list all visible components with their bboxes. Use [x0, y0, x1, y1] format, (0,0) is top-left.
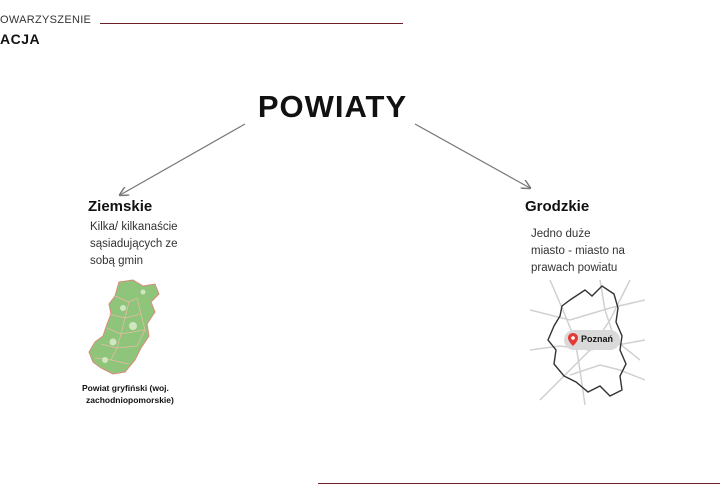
brand-name-top: OWARZYSZENIE [0, 14, 92, 26]
desc-ziemskie [90, 219, 178, 270]
desc-line: Jedno duże [531, 228, 591, 240]
arrow-left [120, 124, 245, 195]
brand-name-bottom: ACJA [0, 31, 41, 47]
city-name: Poznań [581, 334, 614, 344]
desc-line: sąsiadujących ze [90, 238, 178, 250]
footer-rule [318, 483, 720, 484]
desc-line: sobą gmin [90, 255, 144, 267]
gryfino-county-map [85, 278, 165, 378]
desc-grodzkie [531, 226, 625, 277]
arrow-right [415, 124, 530, 188]
desc-line: prawach powiatu [531, 262, 618, 274]
map-pin-icon [568, 333, 578, 346]
desc-line: miasto - miasto na [531, 245, 625, 257]
heading-grodzkie: Grodzkie [525, 198, 590, 215]
city-label-poznan [564, 330, 620, 350]
caption-line: Powiat gryfiński (woj. [82, 383, 169, 393]
caption-ziemskie [82, 382, 174, 406]
caption-line: zachodniopomorskie) [86, 395, 174, 405]
desc-line: Kilka/ kilkanaście [90, 221, 178, 233]
heading-ziemskie: Ziemskie [88, 198, 153, 215]
page-title: POWIATY [257, 89, 408, 124]
